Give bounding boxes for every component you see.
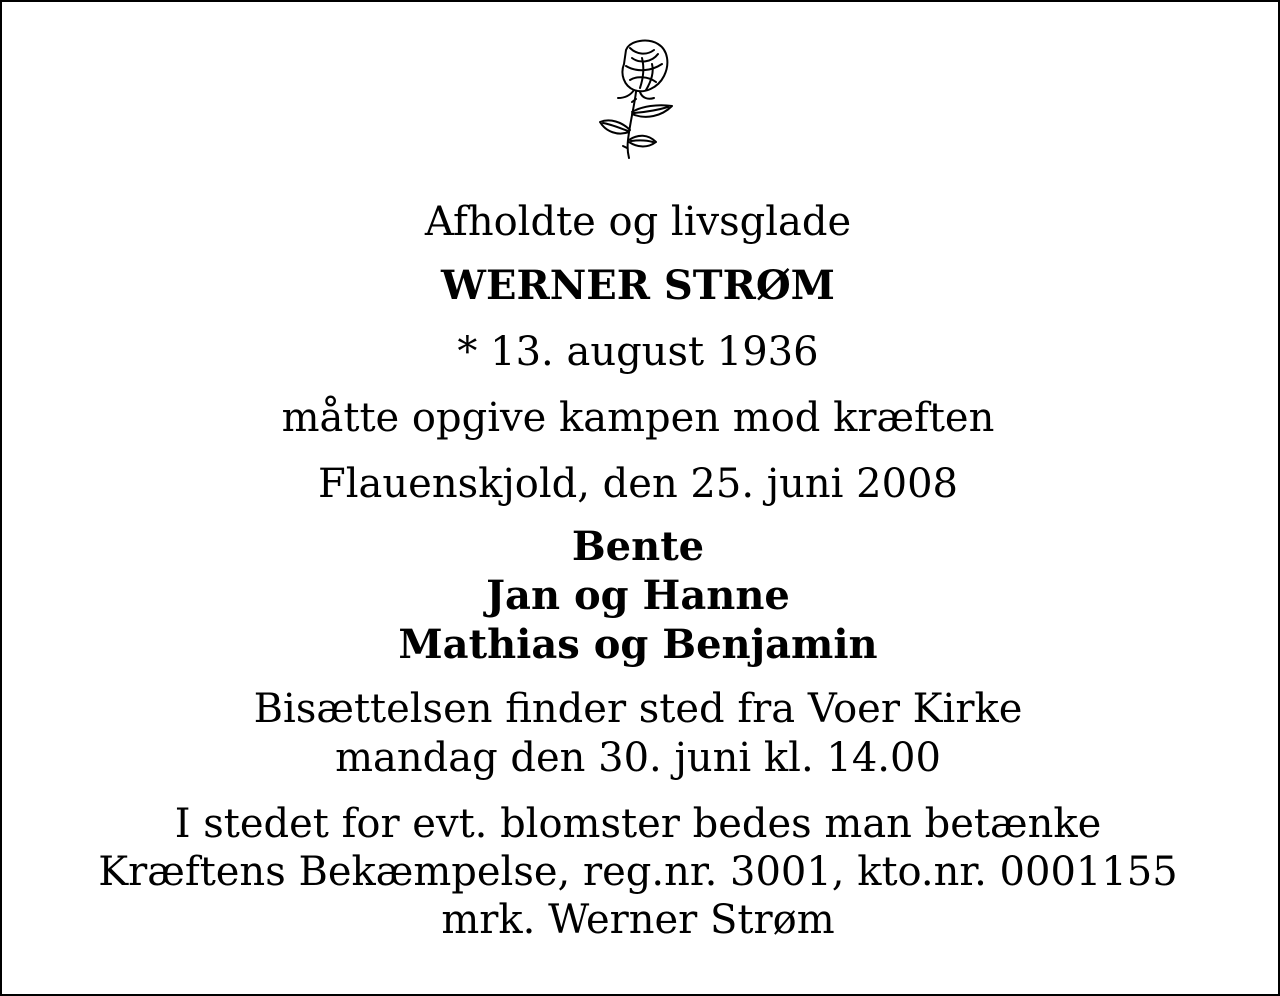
funeral-info: Bisættelsen finder sted fra Voer Kirke [253, 686, 1023, 732]
place-and-date: Flauenskjold, den 25. juni 2008 [318, 461, 958, 507]
death-statement: måtte opgive kampen mod kræften [281, 395, 995, 441]
deceased-name: WERNER STRØM [441, 262, 835, 309]
donation-info: Kræftens Bekæmpelse, reg.nr. 3001, kto.nr. 0001155 [98, 849, 1178, 895]
rose-icon [596, 36, 680, 160]
donation-info: mrk. Werner Strøm [441, 897, 835, 943]
intro-text: Afholdte og livsglade [424, 199, 852, 245]
donation-info: I stedet for evt. blomster bedes man betænke [174, 801, 1102, 847]
funeral-info: mandag den 30. juni kl. 14.00 [335, 735, 941, 781]
family-member: Bente [571, 523, 705, 570]
family-member: Jan og Hanne [486, 572, 790, 619]
birth-date: * 13. august 1936 [457, 329, 819, 375]
family-member: Mathias og Benjamin [398, 621, 878, 668]
